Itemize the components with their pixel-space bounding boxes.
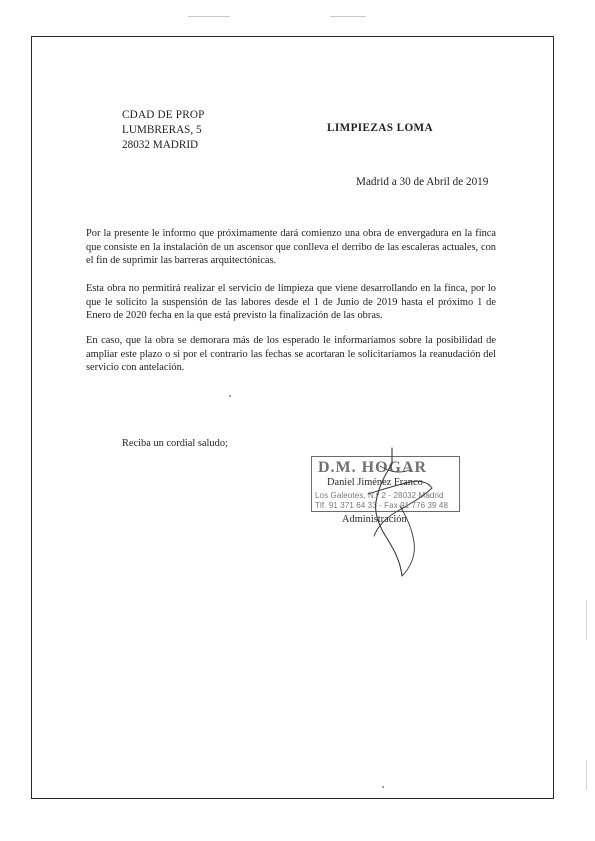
sender-line-2: LUMBRERAS, 5: [122, 124, 202, 136]
sender-line-3: 28032 MADRID: [122, 139, 199, 151]
body-paragraph-2: Esta obra no permitirá realizar el servicio de limpieza que viene desarrollando en la finca, por lo que le solicito la suspensión de las labores desde el 1 de Junio de 2019 hasta el próximo 1 de Enero de 2020 fecha en la que está previsto la finalización de las obras.: [86, 283, 496, 322]
recipient-name: LIMPIEZAS LOMA: [327, 122, 433, 134]
scan-speck: [229, 395, 231, 397]
stamp-address: Los Galeotes, N.º 2 - 28032 Madrid: [315, 491, 444, 500]
scan-edge-noise: [586, 760, 587, 790]
stamp-phone: Tlf. 91 371 64 33 - Fax 91 776 39 48: [315, 501, 449, 510]
closing-greeting: Reciba un cordial saludo;: [122, 438, 228, 449]
scan-edge-noise: [586, 600, 587, 640]
sender-address-block: [122, 108, 205, 153]
date-line: Madrid a 30 de Abril de 2019: [356, 176, 489, 188]
handwritten-signature: [340, 446, 450, 581]
scan-speck: [382, 786, 384, 788]
signer-role: Administración: [342, 514, 407, 525]
body-paragraph-1: Por la presente le informo que próximamente dará comienzo una obra de envergadura en la finca que consiste en la instalación de un ascensor que conlleva el derribo de las escaleras actuales, con el fin de suprimir las barreras arquitectónicas.: [86, 228, 496, 267]
scan-mark-right: [330, 16, 366, 17]
stamp-brand: D.M. HOGAR: [318, 459, 428, 476]
sender-line-1: CDAD DE PROP: [122, 109, 205, 121]
body-paragraph-3: En caso, que la obra se demorara más de los esperado le informaríamos sobre la posibilidad de ampliar este plazo o si por el contrario las fechas se acortaran le solicitaríamos la reanudación del servicio con antelación.: [86, 335, 496, 374]
signer-name: Daniel Jiménez Franco: [327, 477, 423, 488]
scan-mark-left: [188, 16, 230, 17]
page-border: [31, 36, 554, 799]
